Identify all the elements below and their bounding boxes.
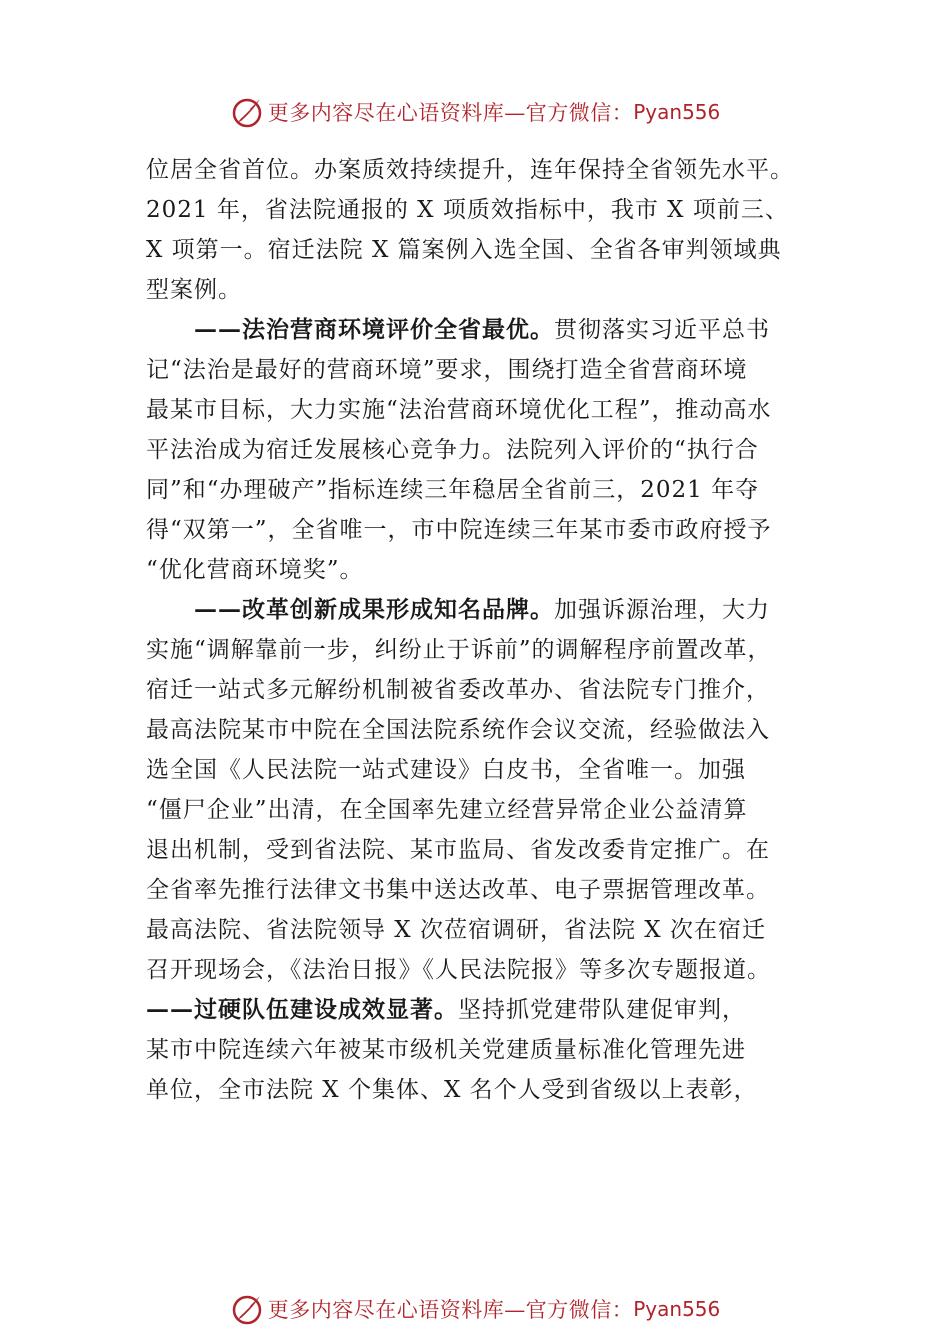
body-text: 贯彻落实习近平总书 xyxy=(554,317,770,343)
body-line: 某市中院连续六年被某市级机关党建质量标准化管理先进 xyxy=(146,1037,746,1063)
body-line: 单位，全市法院 X 个集体、X 名个人受到省级以上表彰， xyxy=(146,1077,758,1103)
body-line: 最高法院、省法院领导 X 次莅宿调研，省法院 X 次在宿迁 xyxy=(146,917,766,943)
body-line: “僵尸企业”出清，在全国率先建立经营异常企业公益清算 xyxy=(146,797,748,823)
body-line: 实施“调解靠前一步，纠纷止于诉前”的调解程序前置改革， xyxy=(146,637,772,663)
section-heading-team-building: ——过硬队伍建设成效显著。 xyxy=(146,996,458,1023)
header-banner-text: 更多内容尽在心语资料库—官方微信： xyxy=(267,101,634,125)
section-heading-business-environment: ——法治营商环境评价全省最优。 xyxy=(194,316,554,343)
body-line: 平法治成为宿迁发展核心竞争力。法院列入评价的“执行合 xyxy=(146,437,759,463)
quill-pen-logo-icon xyxy=(230,95,264,129)
header-banner xyxy=(0,92,950,132)
body-text: 坚持抓党建带队建促审判， xyxy=(458,997,746,1023)
paragraph-first-line xyxy=(146,990,811,1030)
body-line: X 项第一。宿迁法院 X 篇案例入选全国、全省各审判领域典 xyxy=(146,237,782,263)
footer-wechat-handle: Pyan556 xyxy=(633,1297,721,1321)
body-line: 最某市目标，大力实施“法治营商环境优化工程”，推动高水 xyxy=(146,397,772,423)
body-line: 同”和“办理破产”指标连续三年稳居全省前三，2021 年夺 xyxy=(146,477,760,503)
body-line: 召开现场会，《法治日报》《人民法院报》等多次专题报道。 xyxy=(146,957,771,983)
body-line: 最高法院某市中院在全国法院系统作会议交流，经验做法入 xyxy=(146,717,770,743)
footer-banner-text: 更多内容尽在心语资料库—官方微信： xyxy=(267,1298,634,1322)
body-line: 退出机制，受到省法院、某市监局、省发改委肯定推广。在 xyxy=(146,837,770,863)
quill-pen-logo-icon xyxy=(230,1292,264,1326)
header-wechat-handle: Pyan556 xyxy=(633,100,721,124)
body-line: 得“双第一”，全省唯一，市中院连续三年某市委市政府授予 xyxy=(146,517,772,543)
body-line: 2021 年，省法院通报的 X 项质效指标中，我市 X 项前三、 xyxy=(146,197,789,223)
paragraph-first-line xyxy=(146,310,811,350)
paragraph-first-line xyxy=(146,590,811,630)
body-line: 宿迁一站式多元解纷机制被省委改革办、省法院专门推介， xyxy=(146,677,770,703)
body-line: 选全国《人民法院一站式建设》白皮书，全省唯一。加强 xyxy=(146,757,746,783)
body-line: “优化营商环境奖”。 xyxy=(146,557,364,583)
body-line: 全省率先推行法律文书集中送达改革、电子票据管理改革。 xyxy=(146,877,770,903)
document-body xyxy=(146,150,811,1110)
body-line: 型案例。 xyxy=(146,277,242,303)
footer-banner xyxy=(0,1289,950,1329)
body-line: 位居全省首位。办案质效持续提升，连年保持全省领先水平。 xyxy=(146,157,794,183)
body-line: 记“法治是最好的营商环境”要求，围绕打造全省营商环境 xyxy=(146,357,748,383)
body-text: 加强诉源治理，大力 xyxy=(554,597,770,623)
section-heading-reform-innovation: ——改革创新成果形成知名品牌。 xyxy=(194,596,554,623)
